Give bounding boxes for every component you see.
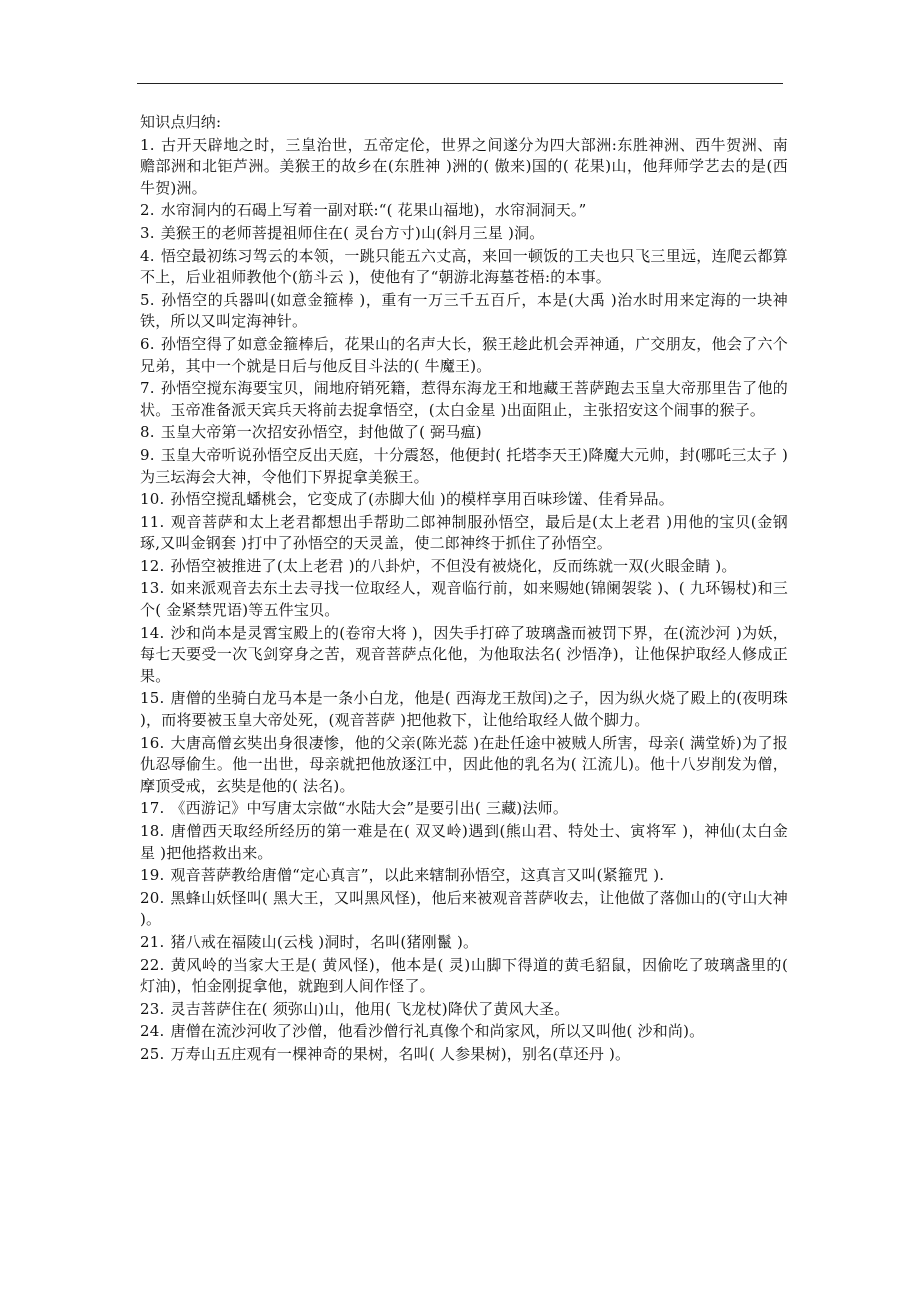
document-body — [140, 112, 788, 1067]
item-number: 21. — [140, 932, 165, 951]
list-item — [140, 888, 788, 931]
item-text: 如来派观音去东土去寻找一位取经人，观音临行前，如来赐她(锦阑袈裟 )、( 九环锡杖)和三个( 金紧禁咒语)等五件宝贝。 — [140, 579, 788, 620]
item-number: 12. — [140, 556, 165, 575]
list-item — [140, 798, 788, 820]
list-item — [140, 865, 788, 887]
list-item — [140, 512, 788, 555]
list-item — [140, 556, 788, 578]
item-number: 14. — [140, 623, 165, 642]
item-number: 18. — [140, 822, 165, 840]
item-number: 10. — [140, 490, 165, 509]
list-item — [140, 932, 788, 954]
item-text: 孙悟空搅乱蟠桃会，它变成了(赤脚大仙 )的模样享用百味珍馐、佳肴异品。 — [170, 490, 674, 509]
item-text: 悟空最初练习驾云的本领，一跳只能五六丈高，来回一顿饭的工夫也只飞三里远，连爬云都算不上，后业祖师教他个(筋斗云 )，使他有了“朝游北海墓苍梧:的本事。 — [140, 246, 788, 287]
item-text: 《西游记》中写唐太宗做“水陆大会”是要引出( 三藏)法师。 — [170, 799, 569, 818]
list-item — [140, 1044, 788, 1066]
list-item — [140, 246, 788, 289]
list-item — [140, 489, 788, 511]
item-text: 猪八戒在福陵山(云栈 )洞时，名叫(猪刚鬣 )。 — [170, 932, 479, 951]
item-text: 唐僧的坐骑白龙马本是一条小白龙，他是( 西海龙王敖闰)之子，因为纵火烧了殿上的(夜明珠 )，而将要被玉皇大帝处死，(观音菩萨 )把他救下，让他给取经人做个脚力。 — [140, 689, 788, 730]
item-number: 5. — [140, 290, 155, 309]
item-text: 万寿山五庄观有一棵神奇的果树，名叫( 人参果树)，别名(草还丹 )。 — [170, 1044, 631, 1063]
item-number: 6. — [140, 334, 155, 353]
item-text: 观音菩萨教给唐僧“定心真言”，以此来辖制孙悟空，这真言又叫(紧箍咒 ). — [170, 866, 665, 885]
item-number: 13. — [140, 579, 165, 598]
item-number: 15. — [140, 689, 165, 708]
item-number: 16. — [140, 733, 165, 752]
item-number: 4. — [140, 246, 155, 265]
list-item — [140, 578, 788, 621]
item-number: 11. — [140, 512, 165, 531]
list-item — [140, 200, 788, 222]
list-item — [140, 445, 788, 488]
item-text: 玉皇大帝第一次招安孙悟空，封他做了( 弼马瘟) — [160, 423, 482, 442]
item-text: 唐僧在流沙河收了沙僧，他看沙僧行礼真像个和尚家风，所以又叫他( 沙和尚)。 — [170, 1022, 705, 1041]
item-number: 20. — [140, 888, 165, 907]
item-number: 8. — [140, 423, 155, 442]
item-text: 孙悟空得了如意金箍棒后，花果山的名声大长，猴王趁此机会弄神通，广交朋友，他会了六个兄弟，其中一个就是日后与他反目斗法的( 牛魔王)。 — [140, 334, 788, 375]
item-text: 水帘洞内的石碣上写着一副对联:“( 花果山福地)，水帘洞洞天。” — [160, 201, 587, 220]
item-text: 孙悟空的兵器叫(如意金箍棒 )，重有一万三千五百斤，本是(大禹 )治水时用来定海的一块神铁，所以又叫定海神针。 — [140, 290, 788, 331]
item-number: 17. — [140, 799, 165, 818]
list-item — [140, 378, 788, 421]
item-number: 19. — [140, 866, 165, 885]
item-number: 9. — [140, 445, 155, 464]
item-number: 3. — [140, 223, 155, 242]
list-item — [140, 955, 788, 998]
item-text: 观音菩萨和太上老君都想出手帮助二郎神制服孙悟空，最后是(太上老君 )用他的宝贝(金钢琢,又叫金钢套 )打中了孙悟空的天灵盖，使二郎神终于抓住了孙悟空。 — [140, 512, 788, 553]
item-text: 黄风岭的当家大王是( 黄风怪)，他本是( 灵)山脚下得道的黄毛貂鼠，因偷吃了玻璃盏里的( 灯油)，怕金刚捉拿他，就跑到人间作怪了。 — [140, 955, 788, 996]
item-text: 唐僧西天取经所经历的第一难是在( 双叉岭)遇到(熊山君、特处士、寅将军 )，神仙(太白金星 )把他搭救出来。 — [140, 822, 788, 862]
item-text: 灵吉菩萨住在( 须弥山)山，他用( 飞龙杖)降伏了黄风大圣。 — [170, 999, 570, 1018]
item-number: 7. — [140, 379, 155, 398]
item-number: 2. — [140, 201, 155, 220]
list-item — [140, 999, 788, 1021]
item-number: 22. — [140, 955, 165, 974]
list-item — [140, 135, 788, 200]
item-text: 孙悟空被推进了(太上老君 )的八卦炉，不但没有被烧化，反而练就一双(火眼金睛 )。 — [170, 556, 737, 575]
list-item — [140, 290, 788, 333]
item-text: 玉皇大帝听说孙悟空反出天庭，十分震怒，他便封( 托塔李天王)降魔大元帅，封(哪吒三太子 )为三坛海会大神，令他们下界捉拿美猴王。 — [140, 445, 788, 486]
item-number: 24. — [140, 1022, 165, 1041]
item-number: 23. — [140, 999, 165, 1018]
knowledge-list — [140, 135, 788, 1066]
list-item — [140, 623, 788, 688]
list-item — [140, 733, 788, 798]
item-text: 黑蜂山妖怪叫( 黑大王，又叫黑风怪)，他后来被观音菩萨收去，让他做了落伽山的(守山大神 )。 — [140, 888, 788, 929]
list-item — [140, 334, 788, 377]
list-item — [140, 422, 788, 444]
section-heading: 知识点归纳: — [140, 113, 222, 131]
item-text: 大唐高僧玄奘出身很凄惨，他的父亲(陈光蕊 )在赴任途中被贼人所害，母亲( 满堂娇)为了报仇忍辱偷生。他一出世，母亲就把他放逐江中，因此他的乳名为( 江流儿)。他十八岁削发为僧，摩顶受戒，玄奘是他的( 法名)。 — [140, 733, 788, 795]
item-number: 1. — [140, 135, 155, 154]
list-item — [140, 223, 788, 245]
item-text: 沙和尚本是灵霄宝殿上的(卷帘大将 )，因失手打碎了玻璃盏而被罚下界，在(流沙河 )为妖，每七天要受一次飞剑穿身之苦，观音菩萨点化他，为他取法名( 沙悟净)，让他保护取经人修成正果。 — [140, 623, 788, 685]
item-number: 25. — [140, 1044, 165, 1063]
list-item — [140, 688, 788, 731]
item-text: 美猴王的老师菩提祖师住在( 灵台方寸)山(斜月三星 )洞。 — [160, 223, 545, 242]
list-item — [140, 821, 788, 864]
item-text: 古开天辟地之时，三皇治世，五帝定伦，世界之间遂分为四大部洲:东胜神洲、西牛贺洲、南赡部洲和北钜芦洲。美猴王的故乡在(东胜神 )洲的( 傲来)国的( 花果)山，他拜师学艺去的是(西牛贺)洲。 — [140, 135, 788, 197]
list-item — [140, 1021, 788, 1043]
header-rule — [137, 83, 783, 84]
item-text: 孙悟空搅东海要宝贝，闹地府销死籍，惹得东海龙王和地藏王菩萨跑去玉皇大帝那里告了他的状。玉帝准备派天宾兵天将前去捉拿悟空，(太白金星 )出面阻止，主张招安这个闹事的猴子。 — [140, 379, 788, 419]
